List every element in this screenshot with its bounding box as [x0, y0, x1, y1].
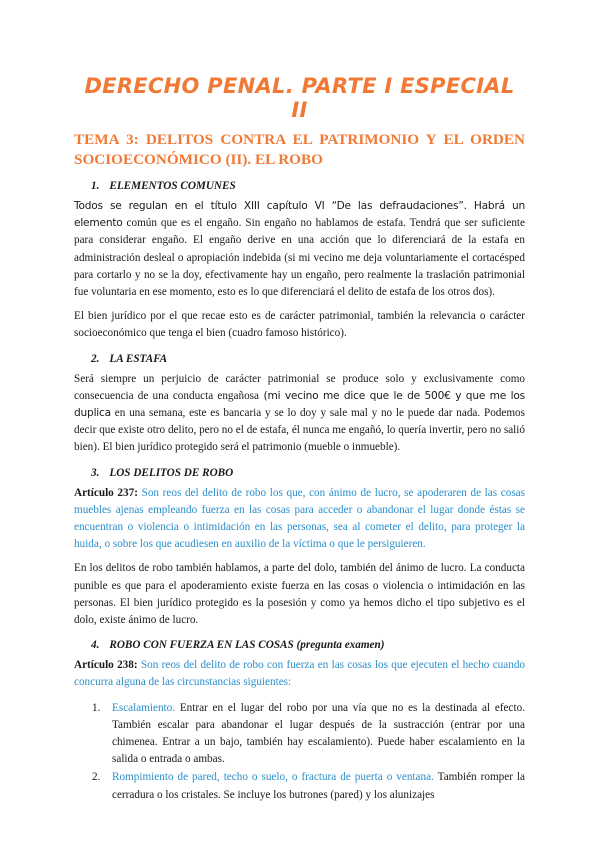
section-heading-robo	[74, 467, 525, 479]
article-text: Son reos del delito de robo los que, con ánimo de lucro, se apoderaren de las cosas muebles ajenas empleando fuerza en las cosas para acceder o abandonar el lugar donde éstas se encuentran o violencia o intimidación en las personas, sea al cometer el delito, para proteger la huida, o sobre los que acudiesen en auxilio de la víctima o que le persiguieren.	[74, 486, 526, 551]
item-title: Escalamiento.	[112, 701, 176, 714]
section-number: 2.	[91, 352, 100, 365]
section-note: (pregunta examen)	[296, 639, 385, 652]
list-item-text	[112, 700, 525, 769]
section-number: 1.	[91, 180, 100, 192]
paragraph-text: común que es el engaño. Sin engaño no hablamos de estafa. Tendrá que ser suficiente para considerar engaño. El engaño derive en una acción que lo diferenciará de la estafa en administración desleal o apropiación indebida (si mi vecino me deja voluntariamente el cortacésped para cortarlo y no se la doy, efectivamente hay un engaño, pero realmente la traslación patrimonial fue voluntaria en ese momento, esto es lo que diferenciará el delito de estafa de los otros dos).	[74, 217, 525, 299]
article-label: Artículo 237:	[74, 486, 138, 499]
section-heading-elementos-comunes	[74, 180, 525, 192]
paragraph-bien-juridico: El bien jurídico por el que recae esto es de carácter patrimonial, también la relevancia o carácter socioeconómico que tenga el bien (cuadro famoso histórico).	[74, 310, 525, 340]
item-text: También romper la cerradura o los cristales. Se incluye los butrones (pared) y los alunizajes	[112, 771, 525, 801]
handwritten-text: Todos se regulan en el título XIII capítulo VI “De las defraudaciones”. Habrá un elemento	[74, 200, 525, 230]
handwritten-text: (mi vecino me dice que le de 500€ y que me los duplica	[74, 389, 525, 420]
item-title: Rompimiento de pared, techo o suelo, o fractura de puerta o ventana.	[112, 771, 434, 784]
article-label: Artículo 238:	[74, 659, 138, 672]
list-number: 2.	[92, 771, 101, 784]
item-text: Entrar en el lugar del robo por una vía que no es la destinada al efecto. También escalar para abandonar el lugar después de la sustracción (entrar por una chimenea. Entrar a un bajo, también hay escalamiento). Puede haber escalamiento en la salida o entrada o ambas.	[112, 701, 525, 766]
paragraph-text: en una semana, este es bancaria y se lo doy y sale mal y no le puede dar nada. Podemos decir que existe otro delito, pero no el de estafa, él nunca me engañó, lo quería invertir, pero no salió bien). El bien jurídico protegido será el patrimonio (mueble o inmueble).	[74, 407, 525, 454]
paragraph-text: Será siempre un perjuicio de carácter patrimonial se produce solo y exclusivamente como consecuencia de una conducta engañosa	[74, 372, 525, 402]
list-item	[92, 769, 525, 803]
section-title: ELEMENTOS COMUNES	[109, 180, 236, 192]
circumstances-list	[74, 700, 525, 804]
paragraph-elementos-comunes	[74, 198, 525, 301]
paragraph-robo: En los delitos de robo también hablamos, a parte del dolo, también del ánimo de lucro. La conducta punible es que para el apoderamiento existe fuerza en las cosas o violencia o intimidación en las personas. El bien jurídico protegido es la posesión y como ya hemos dicho el tipo subjetivo es el dolo, existe ánimo de lucro.	[74, 562, 525, 627]
list-item	[92, 700, 525, 769]
section-title: ROBO CON FUERZA EN LAS COSAS	[109, 639, 294, 652]
list-number: 1.	[92, 701, 101, 714]
list-item-text	[112, 769, 525, 803]
section-number: 4.	[91, 639, 100, 652]
section-number: 3.	[91, 466, 100, 479]
paragraph-estafa	[74, 371, 525, 457]
section-title: LA ESTAFA	[109, 352, 168, 365]
document-title: DERECHO PENAL. PARTE I ESPECIAL II	[84, 74, 515, 122]
section-heading-robo-fuerza	[74, 639, 525, 651]
section-heading-estafa	[74, 353, 525, 365]
section-title: LOS DELITOS DE ROBO	[109, 466, 234, 479]
article-238	[74, 657, 525, 691]
tema-title: TEMA 3: DELITOS CONTRA EL PATRIMONIO Y EL ORDEN SOCIOECONÓMICO (II). EL ROBO	[74, 131, 525, 168]
section-title-group	[109, 639, 384, 651]
article-237	[74, 485, 525, 554]
article-text: Son reos del delito de robo con fuerza en las cosas los que ejecuten el hecho cuando concurra alguna de las circunstancias siguientes:	[74, 659, 526, 689]
